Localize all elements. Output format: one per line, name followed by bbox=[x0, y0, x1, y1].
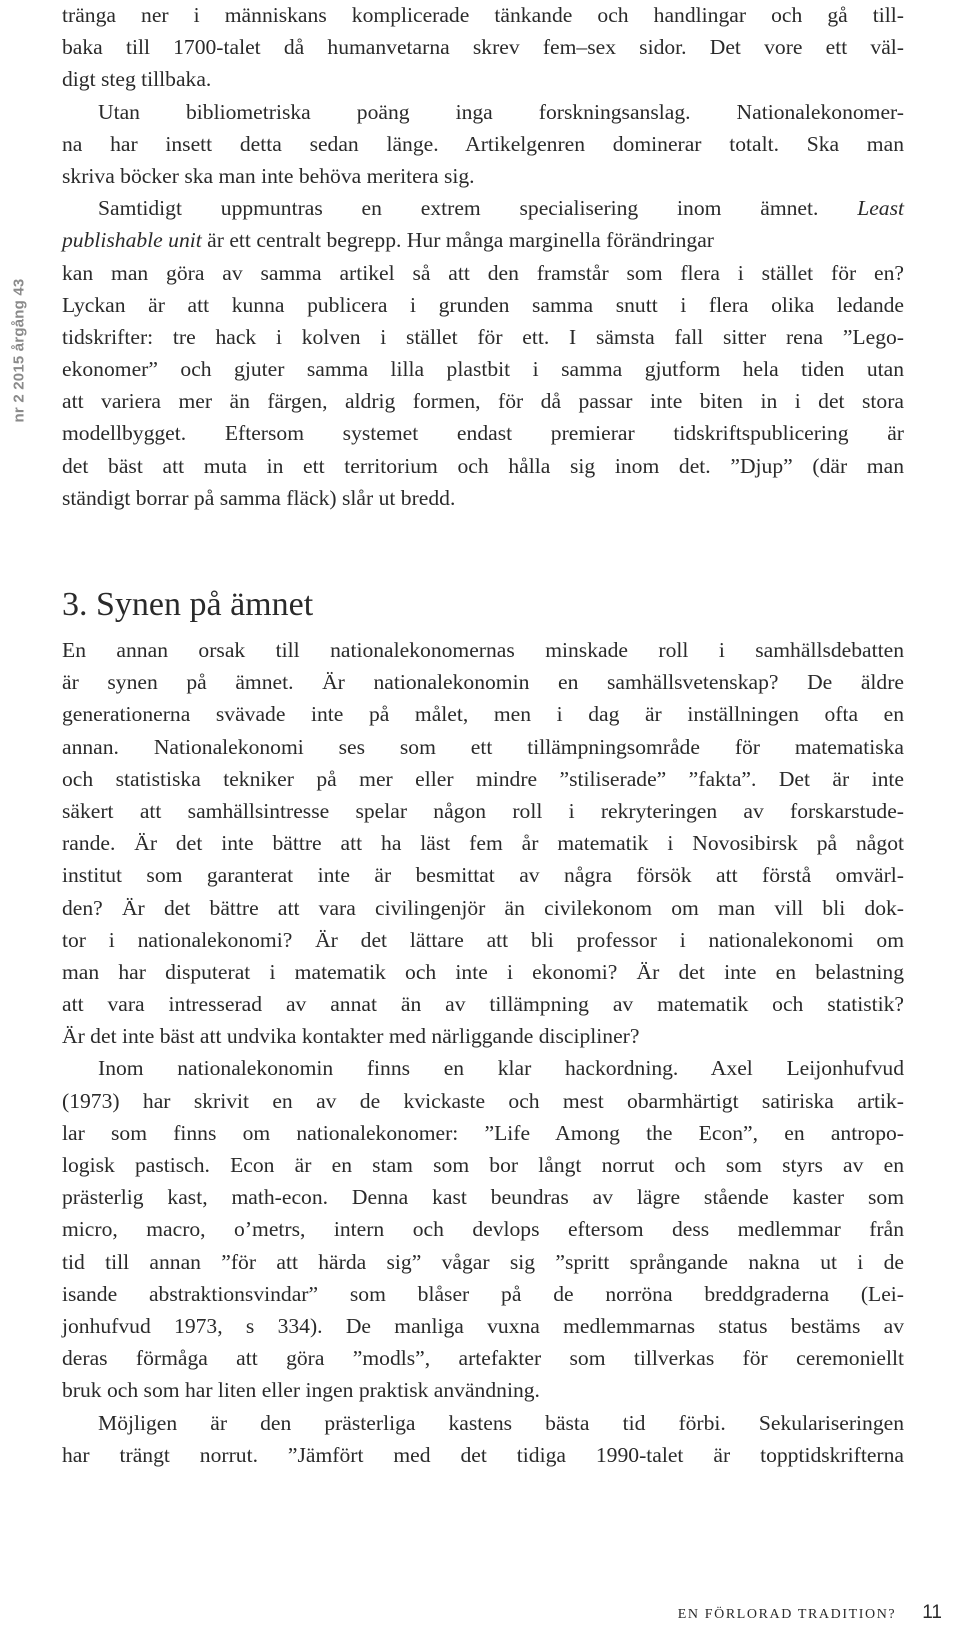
text-line: logisk pastisch. Econ är en stam som bor långt norrut och som styrs av en bbox=[62, 1153, 904, 1177]
text-line: Inom nationalekonomin finns en klar hackordning. Axel Leijonhufvud bbox=[98, 1056, 904, 1081]
text-line: generationerna svävade inte på målet, men i dag är inställningen ofta en bbox=[62, 702, 904, 727]
text-line: Möjligen är den prästerliga kastens bästa tid förbi. Sekulariseringen bbox=[98, 1410, 904, 1435]
text-line: att variera mer än färgen, aldrig formen, för då passar inte biten in i det stora bbox=[62, 389, 904, 414]
text-line: En annan orsak till nationalekonomernas minskade roll i samhällsdebatten bbox=[62, 638, 904, 662]
section-1-body bbox=[62, 0, 904, 514]
text-line: man har disputerat i matematik och inte i ekonomi? Är det inte en belastning bbox=[62, 959, 904, 984]
text-line: skriva böcker ska man inte behöva meritera sig. bbox=[62, 163, 475, 188]
text-segment: Samtidigt uppmuntras en extrem specialisering inom ämnet. bbox=[98, 196, 819, 221]
issue-label bbox=[0, 230, 38, 470]
text-line: kan man göra av samma artikel så att den framstår som flera i stället för en? bbox=[62, 260, 904, 285]
text-line: prästerlig kast, math-econ. Denna kast beundras av lägre stående kaster som bbox=[62, 1185, 904, 1210]
text-line: na har insett detta sedan länge. Artikelgenren dominerar totalt. Ska man bbox=[62, 131, 904, 156]
text-line: är synen på ämnet. Är nationalekonomin en samhällsvetenskap? De äldre bbox=[62, 670, 904, 695]
text-line: lar som finns om nationalekonomer: ”Life Among the Econ”, en antropo- bbox=[62, 1120, 904, 1145]
text-segment: är ett centralt begrepp. Hur många marginella förändringar bbox=[201, 228, 714, 253]
text-line: tränga ner i människans komplicerade tänkande och handlingar och gå till- bbox=[62, 3, 904, 27]
text-line: tid till annan ”för att härda sig” vågar sig ”spritt språngande nakna ut i de bbox=[62, 1249, 904, 1274]
page-number: 11 bbox=[922, 1602, 942, 1623]
text-line: ständigt borrar på samma fläck) slår ut bredd. bbox=[62, 485, 456, 510]
text-line: micro, macro, o’metrs, intern och devlops eftersom dess medlemmar från bbox=[62, 1217, 904, 1242]
text-line: Är det inte bäst att undvika kontakter med närliggande discipliner? bbox=[62, 1024, 640, 1049]
text-line: har trängt norrut. ”Jämfört med det tidiga 1990-talet är topptidskrifterna bbox=[62, 1442, 904, 1467]
italic-term: Least bbox=[857, 196, 904, 221]
text-line: tidskrifter: tre hack i kolven i stället för ett. I sämsta fall sitter rena ”Lego- bbox=[62, 324, 904, 349]
text-line: Utan bibliometriska poäng inga forskningsanslag. Nationalekonomer- bbox=[98, 99, 904, 124]
text-line: att vara intresserad av annat än av tillämpning av matematik och statistik? bbox=[62, 992, 904, 1017]
text-line: och statistiska tekniker på mer eller mindre ”stiliserade” ”fakta”. Det är inte bbox=[62, 766, 904, 791]
page-footer bbox=[678, 1602, 942, 1624]
text-line: isande abstraktionsvindar” som blåser på de norröna breddgraderna (Lei- bbox=[62, 1281, 904, 1306]
section-2-body bbox=[62, 634, 904, 1471]
text-line: (1973) har skrivit en av de kvickaste och mest obarmhärtigt satiriska artik- bbox=[62, 1088, 904, 1113]
text-line-with-italic bbox=[62, 192, 904, 224]
text-line: den? Är det bättre att vara civilingenjör än civilekonom om man vill bli dok- bbox=[62, 895, 904, 920]
text-line: institut som garanterat inte är besmittat av några försök att förstå omvärl- bbox=[62, 863, 904, 888]
section-heading: 3. Synen på ämnet bbox=[62, 586, 314, 623]
issue-label-text: nr 2 2015 årgång 43 bbox=[10, 278, 28, 422]
text-line: bruk och som har liten eller ingen praktisk användning. bbox=[62, 1378, 540, 1403]
text-line: ekonomer” och gjuter samma lilla plastbit i samma gjutform hela tiden utan bbox=[62, 357, 904, 382]
text-line: jonhufvud 1973, s 334). De manliga vuxna medlemmarnas status bestäms av bbox=[62, 1313, 904, 1338]
text-line: deras förmåga att göra ”modls”, artefakter som tillverkas för ceremoniellt bbox=[62, 1346, 904, 1371]
italic-term: publishable unit bbox=[62, 228, 202, 253]
text-line-with-italic bbox=[62, 224, 904, 256]
text-line: annan. Nationalekonomi ses som ett tillämpningsområde för matematiska bbox=[62, 734, 904, 759]
text-line: tor i nationalekonomi? Är det lättare att bli professor i nationalekonomi om bbox=[62, 927, 904, 952]
text-line: rande. Är det inte bättre att ha läst fem år matematik i Novosibirsk på något bbox=[62, 831, 904, 856]
text-line: säkert att samhällsintresse spelar någon roll i rekryteringen av forskarstude- bbox=[62, 798, 904, 823]
text-line: digt steg tillbaka. bbox=[62, 67, 212, 92]
text-line: Lyckan är att kunna publicera i grunden samma snutt i flera olika ledande bbox=[62, 292, 904, 317]
text-line: det bäst att muta in ett territorium och hålla sig inom det. ”Djup” (där man bbox=[62, 453, 904, 478]
text-line: modellbygget. Eftersom systemet endast premierar tidskriftspublicering är bbox=[62, 421, 904, 446]
running-title: EN FÖRLORAD TRADITION? bbox=[677, 1607, 897, 1622]
text-line: baka till 1700-talet då humanvetarna skrev fem–sex sidor. Det vore ett väl- bbox=[62, 35, 904, 60]
